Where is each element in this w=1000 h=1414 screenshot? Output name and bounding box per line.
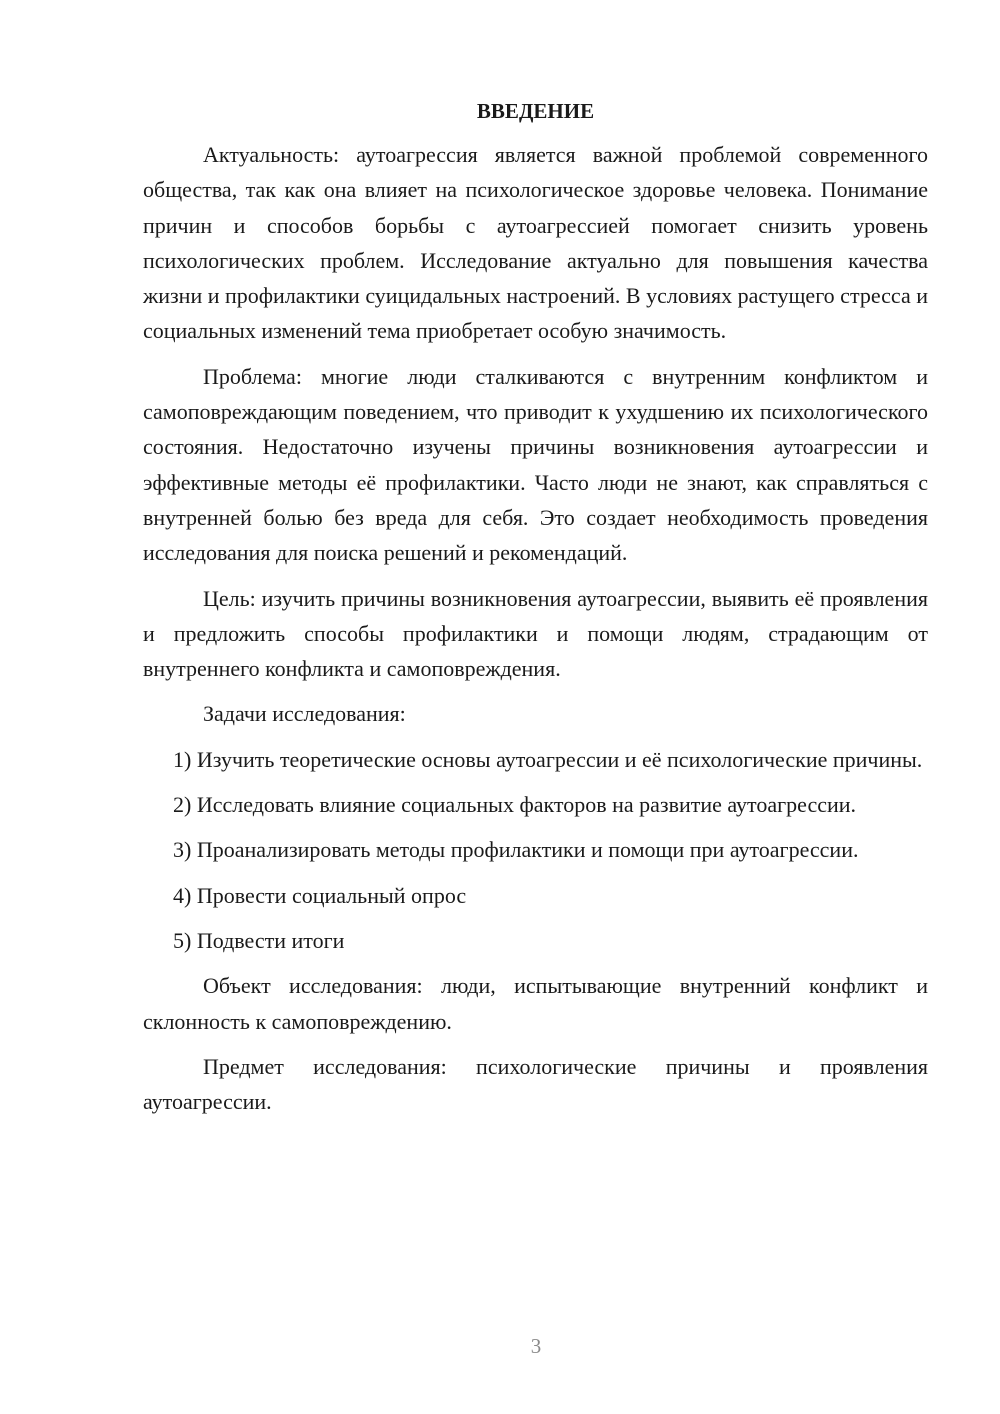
subject-paragraph: Предмет исследования: психологические причины и проявления аутоагрессии. — [143, 1053, 928, 1115]
list-item: 5) Подвести итоги — [173, 927, 345, 953]
list-item: 3) Проанализировать методы профилактики и помощи при аутоагрессии. — [173, 837, 859, 863]
section-title: ВВЕДЕНИЕ — [476, 99, 595, 123]
goal-paragraph: Цель: изучить причины возникновения аутоагрессии, выявить её проявления и предложить способы профилактики и помощи людям, страдающим от внутреннего конфликта и самоповреждения. — [143, 585, 928, 682]
page-number: 3 — [530, 1334, 542, 1358]
object-paragraph: Объект исследования: люди, испытывающие внутренний конфликт и склонность к самоповреждению. — [143, 973, 928, 1034]
list-item: 1) Изучить теоретические основы аутоагрессии и её психологические причины. — [173, 746, 923, 772]
list-item: 4) Провести социальный опрос — [173, 882, 467, 908]
tasks-heading: Задачи исследования: — [203, 701, 406, 727]
tasks-list — [143, 742, 928, 958]
relevance-paragraph: Актуальность: аутоагрессия является важной проблемой современного общества, так как она влияет на психологическое здоровье человека. Понимание причин и способов борьбы с аутоагрессией помогает снизить уровень психологических проблем. Исследование актуально для повышения качества жизни и профилактики суицидальных настроений. В условиях растущего стресса и социальных изменений тема приобретает особую значимость. — [143, 142, 928, 344]
list-item: 2) Исследовать влияние социальных факторов на развитие аутоагрессии. — [173, 792, 857, 818]
page-content — [143, 96, 928, 1129]
problem-paragraph: Проблема: многие люди сталкиваются с внутренним конфликтом и самоповреждающим поведением, что приводит к ухудшению их психологического состояния. Недостаточно изучены причины возникновения аутоагрессии и эффективные методы её профилактики. Часто люди не знают, как справляться с внутренней болью без вреда для себя. Это создает необходимость проведения исследования для поиска решений и рекомендаций. — [143, 363, 928, 566]
